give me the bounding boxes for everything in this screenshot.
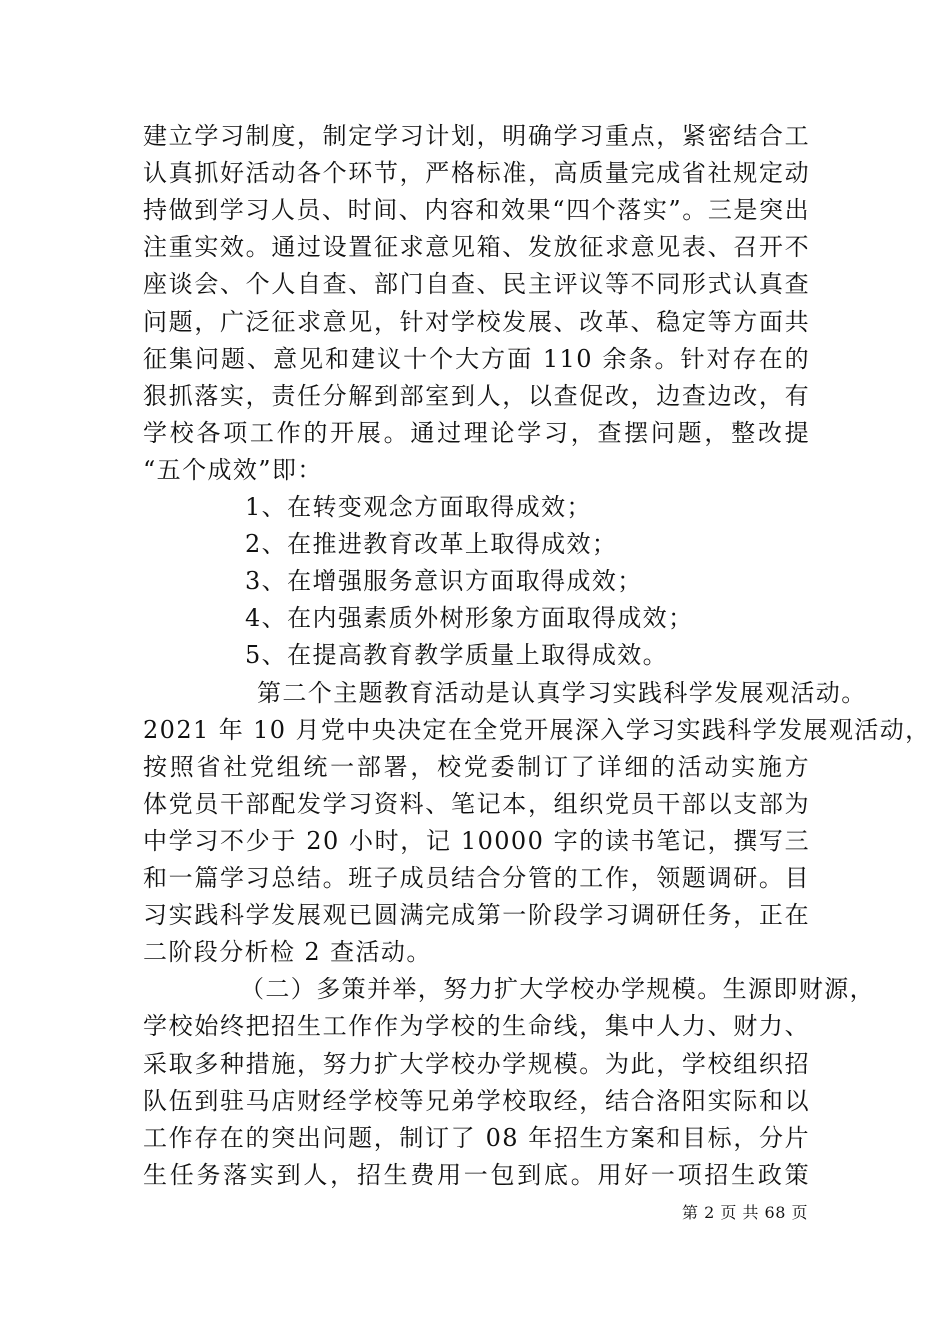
text-line: 生任务落实到人，招生费用一包到底。用好一项招生政策 — [143, 1160, 810, 1189]
list-item: 1、在转变观念方面取得成效； — [245, 493, 592, 521]
text-line: 2021 年 10 月党中央决定在全党开展深入学习实践科学发展观活动， — [143, 715, 931, 744]
text-line: 学校始终把招生工作作为学校的生命线，集中人力、财力、 — [143, 1012, 810, 1041]
text-line: 习实践科学发展观已圆满完成第一阶段学习调研任务，正在 — [143, 901, 810, 930]
text-line: 持做到学习人员、时间、内容和效果“四个落实”。三是突出 — [143, 196, 810, 225]
text-line: 狠抓落实，责任分解到部室到人，以查促改，边查边改，有 — [143, 381, 810, 410]
list-item: 3、在增强服务意识方面取得成效； — [245, 567, 643, 596]
text-line: 注重实效。通过设置征求意见箱、发放征求意见表、召开不 — [143, 233, 810, 262]
text-line: 队伍到驻马店财经学校等兄弟学校取经，结合洛阳实际和以 — [143, 1086, 810, 1115]
text-line: 第二个主题教育活动是认真学习实践科学发展观活动。 — [257, 678, 867, 707]
text-line: 座谈会、个人自查、部门自查、民主评议等不同形式认真查 — [143, 270, 810, 299]
text-line: 按照省社党组统一部署，校党委制订了详细的活动实施方 — [143, 752, 810, 781]
text-line: 问题，广泛征求意见，针对学校发展、改革、稳定等方面共 — [143, 307, 810, 336]
text-line: 工作存在的突出问题，制订了 08 年招生方案和目标，分片 — [143, 1123, 810, 1152]
text-line: 建立学习制度，制定学习计划，明确学习重点，紧密结合工 — [143, 122, 810, 150]
text-line: 二阶段分析检 2 查活动。 — [143, 938, 432, 967]
page-number-footer: 第 2 页 共 68 页 — [682, 1203, 808, 1222]
text-line: 体党员干部配发学习资料、笔记本，组织党员干部以支部为 — [143, 789, 810, 818]
text-line: （二）多策并举，努力扩大学校办学规模。生源即财源， — [240, 975, 875, 1004]
text-line: “五个成效”即： — [143, 455, 323, 484]
text-line: 和一篇学习总结。班子成员结合分管的工作，领题调研。目 — [143, 864, 810, 892]
text-line: 征集问题、意见和建议十个大方面 110 余条。针对存在的 — [143, 344, 810, 373]
text-line: 学校各项工作的开展。通过理论学习，查摆问题，整改提 — [143, 418, 810, 447]
text-line: 中学习不少于 20 小时，记 10000 字的读书笔记，撰写三 — [143, 826, 810, 855]
list-item: 2、在推进教育改革上取得成效； — [245, 530, 618, 559]
list-item: 4、在内强素质外树形象方面取得成效； — [245, 604, 694, 633]
text-line: 采取多种措施，努力扩大学校办学规模。为此，学校组织招 — [143, 1049, 810, 1078]
list-item: 5、在提高教育教学质量上取得成效。 — [245, 641, 669, 670]
text-line: 认真抓好活动各个环节，严格标准，高质量完成省社规定动 — [143, 159, 810, 188]
